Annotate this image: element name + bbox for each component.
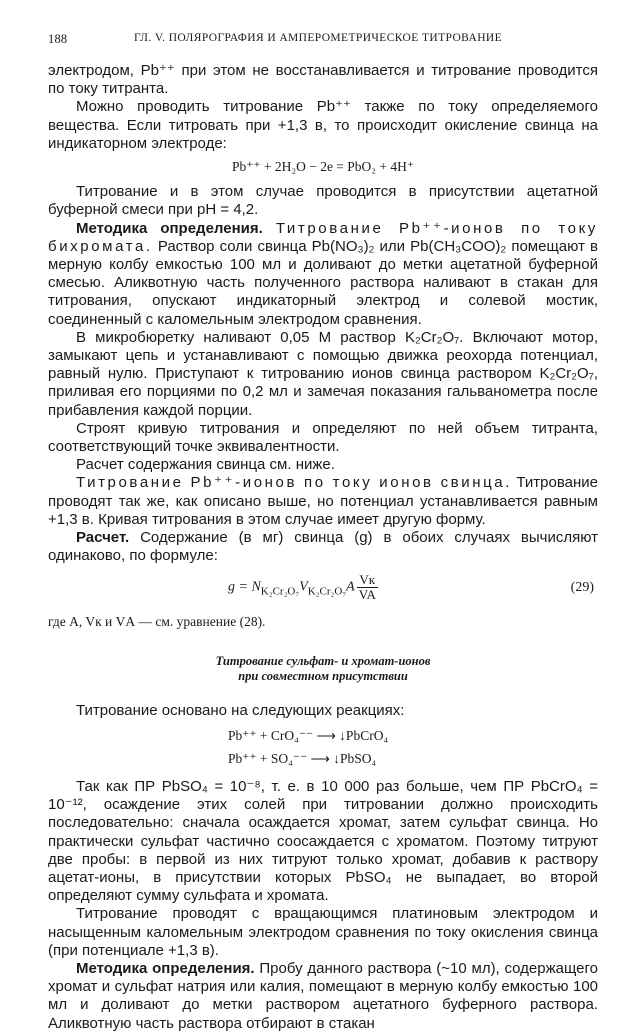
calculation-text: Содержание (в мг) свинца (g) в обоих случаях вычисляют одинаково, по формуле:	[48, 529, 598, 565]
paragraph-calc-reference: Расчет содержания свинца см. ниже.	[76, 456, 335, 474]
equation-29-formula	[228, 573, 378, 602]
reactions-block	[48, 724, 598, 770]
equation-lead-oxidation: Pb⁺⁺ + 2H₂O − 2e = PbO₂ + 4H⁺	[232, 159, 414, 175]
eq-numerator: Vк	[357, 573, 378, 588]
paragraph-continuation: электродом, Pb⁺⁺ при этом не восстанавливается и титрование проводится по току титранта.	[48, 62, 598, 98]
paragraph-reactions-intro: Титрование основано на следующих реакциях:	[76, 701, 405, 719]
paragraph-solubility-products: Так как ПР PbSO₄ = 10⁻⁸, т. е. в 10 000 раз больше, чем ПР PbCrO₄ = 10⁻¹², осаждение этих солей при титровании должно происходить последовательно: сначала осаждается хромат, затем сульфат свинца. Но практически сульфат частично соосаждается с хроматом. Поэтому титруют две пробы: в первой из них титруют только хромат, добавив к раствору ацетат-ионы, в присутствии которых PbSO₄ не выпадает, во второй определяют сумму сульфата и хромата.	[48, 777, 598, 905]
running-head-title: ГЛ. V. ПОЛЯРОГРАФИЯ И АМПЕРОМЕТРИЧЕСКОЕ ТИТРОВАНИЕ	[134, 32, 503, 44]
eq-g-n: g = N	[228, 580, 261, 596]
method-text: Раствор соли свинца Pb(NO₃)₂ или Pb(CH₃COO)₂ помещают в мерную колбу емкостью 100 мл и доливают до метки ацетатной буферной смесью. Аликвотную часть полученного раствора наливают в стакан для титрования, опускают индикаторный электрод и солевой мостик, соединенный с каломельным электродом сравнения.	[48, 237, 599, 328]
lead-ion-spaced-title: Титрование Pb⁺⁺-ионов по току ионов свинца.	[76, 474, 513, 492]
eq-sub-normality: K₂Cr₂O₇	[260, 586, 300, 598]
eq-fraction	[357, 573, 378, 602]
equation-number: (29)	[570, 580, 594, 596]
paragraph-calculation	[48, 529, 598, 565]
reaction-chromate: Pb⁺⁺ + CrO₄⁻⁻ ⟶ ↓PbCrO₄	[228, 727, 389, 743]
equation-29	[48, 569, 598, 607]
method-spaced-title: Титрование Pb⁺⁺-ионов по току бихромата.	[48, 219, 598, 255]
section-subheading	[48, 654, 598, 684]
method2-heading: Методика определения.	[76, 959, 255, 977]
equation-where-clause: где A, Vк и VА — см. уравнение (28).	[48, 614, 266, 630]
eq-denominator: VA	[358, 587, 376, 603]
paragraph-microburette: В микробюретку наливают 0,05 М раствор K₂Cr₂O₇. Включают мотор, замыкают цепь и устанавливают с помощью движка реохорда потенциал, равный нулю. Приступают к титрованию ионов свинца раствором K₂Cr₂O₇, приливая его порциями по 0,2 мл и замечая показания гальванометра после прибавления каждой порции.	[48, 328, 598, 419]
page-body	[48, 62, 598, 1033]
paragraph-titration-curve: Строят кривую титрования и определяют по ней объем титранта, соответствующий точке эквивалентности.	[48, 419, 598, 456]
method-heading: Методика определения.	[76, 219, 263, 237]
subheading-line-1: Титрование сульфат- и хромат-ионов	[215, 653, 431, 668]
page-number: 188	[48, 32, 68, 46]
paragraph-lead-ion-current	[48, 474, 598, 529]
calculation-heading: Расчет.	[76, 529, 130, 547]
paragraph-method-dichromate	[48, 220, 598, 329]
lead-ion-text: Титрование проводят так же, как описано выше, но потенциал устанавливается равным +1,3 в. Кривая титрования в этом случае имеет другую форму.	[48, 474, 598, 528]
paragraph-oxidation-intro: Можно проводить титрование Pb⁺⁺ также по току определяемого вещества. Если титровать при +1,3 в, то происходит окисление свинца на индикаторном электроде:	[48, 98, 598, 152]
eq-a: A	[346, 580, 355, 596]
paragraph-platinum-electrode: Титрование проводят с вращающимся платиновым электродом и насыщенным каломельным электродом сравнения по току окисления свинца (при потенциале +1,3 в).	[48, 905, 598, 959]
paragraph-acetate-buffer: Титрование и в этом случае проводится в присутствии ацетатной буферной смеси при pH = 4,2.	[48, 183, 598, 219]
paragraph-method-sulfate-chromate	[48, 960, 598, 1033]
method2-text: Пробу данного раствора (~10 мл), содержащего хромат и сульфат натрия или калия, помещают в мерную колбу емкостью 100 мл и доливают до метки раствором ацетатного буферного раствора. Аликвотную часть раствора отбирают в стакан	[48, 959, 598, 1032]
eq-sub-volume: K₂Cr₂O₇	[307, 586, 347, 598]
eq-v: V	[299, 580, 308, 596]
subheading-line-2: при совместном присутствии	[238, 668, 408, 683]
reaction-sulfate: Pb⁺⁺ + SO₄⁻⁻ ⟶ ↓PbSO₄	[228, 750, 377, 766]
